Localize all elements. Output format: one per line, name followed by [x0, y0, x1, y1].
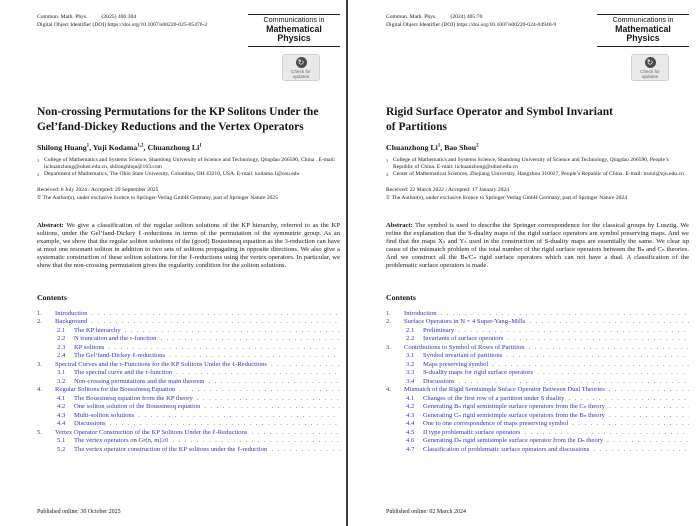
- toc-entry[interactable]: [37, 386, 340, 395]
- affiliation-text: Center of Mathematical Sciences, Zhejiang University, Hangzhou 310027, People’s Republic of China. E-mail: bsoul@zju.edu.cn: [393, 171, 684, 178]
- paper-title: [386, 105, 689, 134]
- toc-dot-leader: [108, 344, 340, 353]
- toc-dot-leader: [271, 361, 340, 370]
- author-affil-marker: 1: [199, 143, 202, 149]
- check-for-updates-badge[interactable]: [282, 54, 320, 81]
- toc-dot-leader: [593, 446, 689, 455]
- toc-entry-number: 4.2: [57, 403, 66, 411]
- toc-entry[interactable]: [386, 310, 689, 319]
- received-accepted-line: Received: 6 July 2024 / Accepted: 29 September 2025: [37, 187, 159, 194]
- affiliation-number: 1: [37, 157, 40, 163]
- author: [37, 143, 93, 152]
- journal-logo: [597, 14, 689, 47]
- journal-abbrev: Commun. Math. Phys.: [386, 14, 437, 20]
- toc-entry-number: 3.2: [57, 377, 66, 385]
- author-affil-marker: 1,2: [137, 143, 144, 149]
- toc-entry-label: II type problematic surface operators: [423, 428, 521, 436]
- toc-dot-leader: [138, 412, 340, 421]
- abstract-label: Abstract:: [37, 222, 64, 230]
- toc-entry-label: S-duality maps for rigid surface operators: [423, 369, 534, 377]
- toc-entry-label: The vertex operator construction of the KP solitons under the ℓ-reduction: [74, 445, 268, 453]
- table-of-contents: [37, 310, 340, 455]
- author-affil-marker: 1: [86, 143, 90, 149]
- toc-entry-number: 5.1: [57, 437, 66, 445]
- toc-dot-leader: [507, 335, 689, 344]
- toc-dot-leader: [609, 386, 689, 395]
- toc-entry[interactable]: [37, 310, 340, 319]
- toc-entry[interactable]: [386, 429, 689, 438]
- check-for-updates-badge[interactable]: [631, 54, 669, 81]
- toc-entry-number: 4.4: [57, 420, 66, 428]
- toc-entry[interactable]: [37, 318, 340, 327]
- toc-dot-leader: [172, 437, 340, 446]
- toc-entry-label: Vertex Operator Construction of the KP Solitons Under the ℓ-Reductions: [55, 428, 248, 436]
- affiliation-list: [386, 157, 689, 178]
- logo-line-2: Mathematical: [266, 23, 322, 34]
- affiliation-text: College of Mathematics and Systems Science, Shandong University of Science and Technology, Qingdao 266590, People’s Republic of China. E-mail: lichuanzhong@sdust.edu.cn: [393, 157, 669, 171]
- toc-entry[interactable]: [37, 344, 340, 353]
- toc-entry-number: 5.2: [57, 445, 66, 453]
- toc-dot-leader: [179, 386, 340, 395]
- toc-entry-label: Non-crossing permutations and the main theorem: [74, 377, 205, 385]
- logo-line-3: Physics: [626, 33, 660, 44]
- toc-entry[interactable]: [37, 446, 340, 455]
- toc-entry[interactable]: [37, 327, 340, 336]
- journal-abbrev: Commun. Math. Phys.: [37, 14, 88, 20]
- toc-dot-leader: [492, 361, 689, 370]
- toc-entry[interactable]: [386, 361, 689, 370]
- affiliation: [386, 157, 689, 171]
- toc-dot-leader: [169, 352, 340, 361]
- abstract-text: We give a classification of the regular soliton solutions of the KP hierarchy, referred to as the KP solitons, under the Gel’fand-Dickey ℓ-reductions in terms of the permutation of the symmetric group. As an example, we show that the regular soliton solutions of the (good) Boussinesq equation as the 3-reduction can have at most one resonant soliton in addition to two sets of solitons propagating in opposite directions. We also give a systematic construction of these soliton solutions for the ℓ-reductions using the vertex operators. In particular, we show that the non-crossing permutation gives the regularity condition for the soliton solutions.: [37, 222, 340, 269]
- author-separator: ,: [89, 143, 93, 153]
- toc-entry-label: Spectral Curves and the τ-Functions for the KP Solitons Under the ℓ-Reductions: [55, 360, 267, 368]
- affiliation-number: 2: [37, 171, 40, 177]
- toc-entry-number: 2.1: [406, 326, 415, 334]
- toc-dot-leader: [251, 429, 340, 438]
- toc-entry-label: Multi-soliton solutions: [74, 411, 135, 419]
- toc-entry-label: Preliminary: [423, 326, 455, 334]
- toc-dot-leader: [176, 369, 340, 378]
- toc-entry-label: Generating Bₙ rigid semisimple surface operators from the Cₙ theory: [423, 403, 605, 411]
- paper-title: [37, 105, 340, 134]
- toc-entry-label: The spectral curve and the τ-function: [74, 369, 173, 377]
- toc-entry-number: 4.1: [57, 394, 66, 402]
- toc-entry-label: The Boussinesq equation from the KP theory: [74, 394, 193, 402]
- toc-entry[interactable]: [37, 437, 340, 446]
- received-accepted-line: Received: 22 March 2022 / Accepted: 17 January 2024: [386, 187, 510, 194]
- toc-entry[interactable]: [37, 412, 340, 421]
- toc-dot-leader: [609, 412, 689, 421]
- toc-entry-label: Changes of the first row of a partition under S duality: [423, 394, 565, 402]
- affiliation-list: [37, 157, 340, 178]
- toc-entry[interactable]: [37, 403, 340, 412]
- toc-entry-number: 2.2: [57, 335, 66, 343]
- volume-ref: (2025) 406:304: [101, 14, 137, 20]
- paper-title-line: Gel’fand-Dickey Reductions and the Vertex Operators: [37, 120, 304, 133]
- journal-logo: [248, 14, 340, 47]
- paper-title-line: Non-crossing Permutations for the KP Solitons Under the: [37, 106, 319, 119]
- toc-entry-label: The vertex operators on Gr(n, m)≥0: [74, 437, 169, 445]
- toc-dot-leader: [197, 395, 340, 404]
- toc-entry-number: 4.: [386, 386, 391, 394]
- toc-entry-number: 3.1: [406, 352, 415, 360]
- page-header: [37, 14, 340, 81]
- toc-entry[interactable]: [386, 420, 689, 429]
- author-affil-marker: 1: [437, 143, 441, 149]
- toc-entry-label: The KP hierarchy: [74, 326, 121, 334]
- toc-entry[interactable]: [386, 437, 689, 446]
- badge-label: Check for updates: [291, 68, 311, 79]
- paper-page-left: [0, 0, 347, 526]
- toc-dot-leader: [529, 344, 689, 353]
- author-name: Chuanzhong Li: [386, 143, 438, 153]
- author: [147, 143, 201, 152]
- toc-dot-leader: [441, 310, 689, 319]
- toc-entry-number: 3.3: [406, 369, 415, 377]
- volume-ref: (2024) 405:70: [450, 14, 483, 20]
- table-of-contents: [386, 310, 689, 455]
- toc-entry-number: 2.3: [57, 343, 66, 351]
- toc-entry[interactable]: [386, 378, 689, 387]
- abstract: [37, 222, 340, 269]
- crossmark-icon: ↻: [296, 57, 307, 68]
- toc-entry-label: Contributions to Symbol of Rows of Partition: [404, 343, 525, 351]
- toc-entry-number: 2.: [37, 318, 42, 326]
- contents-heading: Contents: [386, 292, 416, 302]
- toc-entry-label: Generating Dₙ rigid semisimple surface operator from the Dₙ theory: [423, 437, 604, 445]
- toc-entry-number: 4.: [37, 386, 42, 394]
- toc-dot-leader: [91, 318, 340, 327]
- toc-entry-number: 4.5: [406, 428, 415, 436]
- logo-line-3: Physics: [277, 33, 311, 44]
- journal-ref-line: [386, 14, 556, 22]
- toc-dot-leader: [524, 429, 689, 438]
- toc-dot-leader: [458, 327, 689, 336]
- toc-entry-label: N truncation and the τ-function: [74, 335, 157, 343]
- journal-reference: [386, 14, 556, 29]
- affiliation-number: 2: [386, 171, 389, 177]
- toc-entry-number: 1.: [37, 309, 42, 317]
- toc-entry-number: 3.2: [406, 360, 415, 368]
- toc-dot-leader: [125, 327, 340, 336]
- badge-label: Check for updates: [640, 68, 660, 79]
- abstract-label: Abstract:: [386, 222, 413, 230]
- toc-entry[interactable]: [386, 369, 689, 378]
- toc-dot-leader: [160, 335, 340, 344]
- toc-dot-leader: [204, 403, 340, 412]
- logo-line-1: Communications in: [263, 15, 325, 24]
- copyright-line: © The Author(s), under exclusive licence to Springer-Verlag GmbH Germany, part of Springer Nature 2025: [37, 194, 279, 201]
- toc-entry[interactable]: [37, 420, 340, 429]
- toc-dot-leader: [607, 437, 689, 446]
- toc-entry[interactable]: [386, 386, 689, 395]
- toc-dot-leader: [271, 446, 340, 455]
- toc-entry-number: 2.1: [57, 326, 66, 334]
- paper-content: [37, 14, 340, 454]
- toc-entry-label: KP solitons: [74, 343, 105, 351]
- toc-entry-label: The Gel’fand-Dickey ℓ-reductions: [74, 352, 166, 360]
- toc-entry-label: One soliton solution of the Boussinesq equation: [74, 403, 201, 411]
- toc-dot-leader: [537, 369, 689, 378]
- toc-dot-leader: [92, 310, 340, 319]
- crossmark-icon: ↻: [645, 57, 656, 68]
- toc-entry-label: Surface Operators in N = 4 Super-Yang–Mills: [404, 318, 526, 326]
- affiliation: [386, 171, 689, 178]
- logo-line-2: Mathematical: [615, 23, 671, 34]
- author-name: Yuji Kodama: [92, 143, 138, 153]
- toc-entry-number: 2.4: [57, 352, 66, 360]
- toc-entry-label: Discussions: [74, 420, 106, 428]
- toc-dot-leader: [209, 378, 340, 387]
- toc-entry[interactable]: [37, 352, 340, 361]
- affiliation-number: 1: [386, 157, 389, 163]
- toc-entry[interactable]: [386, 395, 689, 404]
- toc-dot-leader: [568, 395, 689, 404]
- toc-entry-number: 4.3: [57, 411, 66, 419]
- toc-entry-label: Discussions: [423, 377, 455, 385]
- toc-entry-number: 5.: [37, 428, 42, 436]
- author-list: [37, 143, 340, 152]
- published-online-line: Published online: 30 October 2025: [37, 509, 121, 515]
- toc-entry-number: 4.4: [406, 420, 415, 428]
- toc-entry-number: 2.2: [406, 335, 415, 343]
- contents-heading: Contents: [37, 292, 67, 302]
- toc-entry-label: Mismatch of the Rigid Semisimple Suface Operator Between Dual Theories: [404, 386, 605, 394]
- author: [444, 143, 478, 152]
- toc-entry[interactable]: [386, 412, 689, 421]
- toc-entry[interactable]: [386, 446, 689, 455]
- dates-copyright-block: [386, 187, 689, 202]
- toc-entry-number: 4.7: [406, 445, 415, 453]
- abstract: [386, 222, 689, 269]
- toc-dot-leader: [110, 420, 340, 429]
- affiliation-text: Department of Mathematics, The Ohio State University, Columbus, OH 43210, USA. E-mail: kodama.1@osu.edu: [44, 171, 300, 178]
- page-header: [386, 14, 689, 81]
- toc-entry-label: One to one correspondence of maps preserving symbol: [423, 420, 569, 428]
- toc-dot-leader: [529, 318, 689, 327]
- toc-entry-number: 4.6: [406, 437, 415, 445]
- published-online-line: Published online: 02 March 2024: [386, 509, 466, 515]
- toc-entry[interactable]: [386, 318, 689, 327]
- abstract-text: The symbol is used to describe the Springer correspondence for the classical groups by Lusztig. We refine the explanation that the S-duality maps of the rigid surface operators are symbol preserving maps. And we find that the maps Xₛ and Yₛ used in the construction of S-duality maps are essentially the same. We clear up cause of the mismatch problem of the total number of the rigid surface operators between the Bₙ and Cₙ theories. And we construct all the Bₙ/Cₙ rigid surface operators which can not have a dual. A classification of the problematic surface operators is made.: [386, 222, 689, 269]
- toc-entry-label: Introduction: [404, 309, 437, 317]
- toc-dot-leader: [609, 403, 689, 412]
- paper-page-right: [349, 0, 696, 526]
- journal-logo-column: [248, 14, 340, 81]
- toc-entry-label: Generating Cₙ rigid semisimple surface operators from the Bₙ theory: [423, 411, 605, 419]
- toc-entry-number: 3.: [37, 360, 42, 368]
- toc-entry[interactable]: [37, 395, 340, 404]
- toc-entry[interactable]: [37, 378, 340, 387]
- toc-entry[interactable]: [37, 335, 340, 344]
- author-list: [386, 143, 689, 152]
- toc-dot-leader: [506, 352, 689, 361]
- paper-title-line: of Partitions: [386, 120, 448, 133]
- author-name: Bao Shou: [444, 143, 477, 153]
- dates-copyright-block: [37, 187, 340, 202]
- toc-entry-number: 2.: [386, 318, 391, 326]
- toc-entry[interactable]: [386, 344, 689, 353]
- paper-title-line: Rigid Surface Operator and Symbol Invariant: [386, 106, 613, 119]
- author: [386, 143, 444, 152]
- author-affil-marker: 2: [476, 143, 479, 149]
- toc-entry[interactable]: [37, 361, 340, 370]
- page-divider: [346, 0, 348, 526]
- toc-entry-number: 4.2: [406, 403, 415, 411]
- journal-logo-column: [597, 14, 689, 81]
- paper-content: [386, 14, 689, 454]
- affiliation: [37, 171, 340, 178]
- toc-entry[interactable]: [386, 335, 689, 344]
- doi-line: Digital Object Identifier (DOI) https://doi.org/10.1007/s00220-024-04940-9: [386, 21, 557, 28]
- author-separator: ,: [143, 143, 148, 153]
- toc-entry-number: 4.1: [406, 394, 415, 402]
- toc-entry-label: Invariants of surface operators: [423, 335, 504, 343]
- toc-entry[interactable]: [37, 429, 340, 438]
- toc-dot-leader: [572, 420, 689, 429]
- toc-entry[interactable]: [386, 403, 689, 412]
- toc-entry-label: Introduction: [55, 309, 88, 317]
- toc-entry-number: 3.: [386, 343, 391, 351]
- toc-entry-number: 1.: [386, 309, 391, 317]
- toc-entry[interactable]: [386, 352, 689, 361]
- toc-entry-label: Classification of problematic surface operators and discussions: [423, 445, 590, 453]
- author-name: Shilong Huang: [37, 143, 87, 153]
- toc-entry[interactable]: [386, 327, 689, 336]
- toc-entry-number: 3.4: [406, 377, 415, 385]
- toc-entry-number: 3.1: [57, 369, 66, 377]
- author-separator: ,: [440, 143, 445, 153]
- toc-dot-leader: [459, 378, 689, 387]
- toc-entry-label: Regular Solitons for the Boussinesq Equation: [55, 386, 176, 394]
- author: [93, 143, 148, 152]
- copyright-line: © The Author(s), under exclusive licence to Springer-Verlag GmbH Germany, part of Springer Nature 2024: [386, 194, 628, 201]
- affiliation-text: College of Mathematics and Systems Science, Shandong University of Science and Technology, Qingdao 266590, China . E-mail: lichuanzhong@sdust.edu.cn, shilonghhqu@163.com: [44, 157, 336, 171]
- journal-reference: [37, 14, 207, 29]
- author-name: Chuanzhong Li: [147, 143, 200, 153]
- toc-entry-label: Maps preserving symbol: [423, 360, 489, 368]
- affiliation: [37, 157, 340, 171]
- toc-entry[interactable]: [37, 369, 340, 378]
- toc-entry-label: Background: [55, 318, 88, 326]
- toc-entry-label: Symbol invariant of partitions: [423, 352, 503, 360]
- logo-line-1: Communications in: [612, 15, 674, 24]
- doi-line: Digital Object Identifier (DOI) https://doi.org/10.1007/s00220-025-05476-2: [37, 21, 208, 28]
- toc-entry-number: 4.3: [406, 411, 415, 419]
- journal-ref-line: [37, 14, 207, 22]
